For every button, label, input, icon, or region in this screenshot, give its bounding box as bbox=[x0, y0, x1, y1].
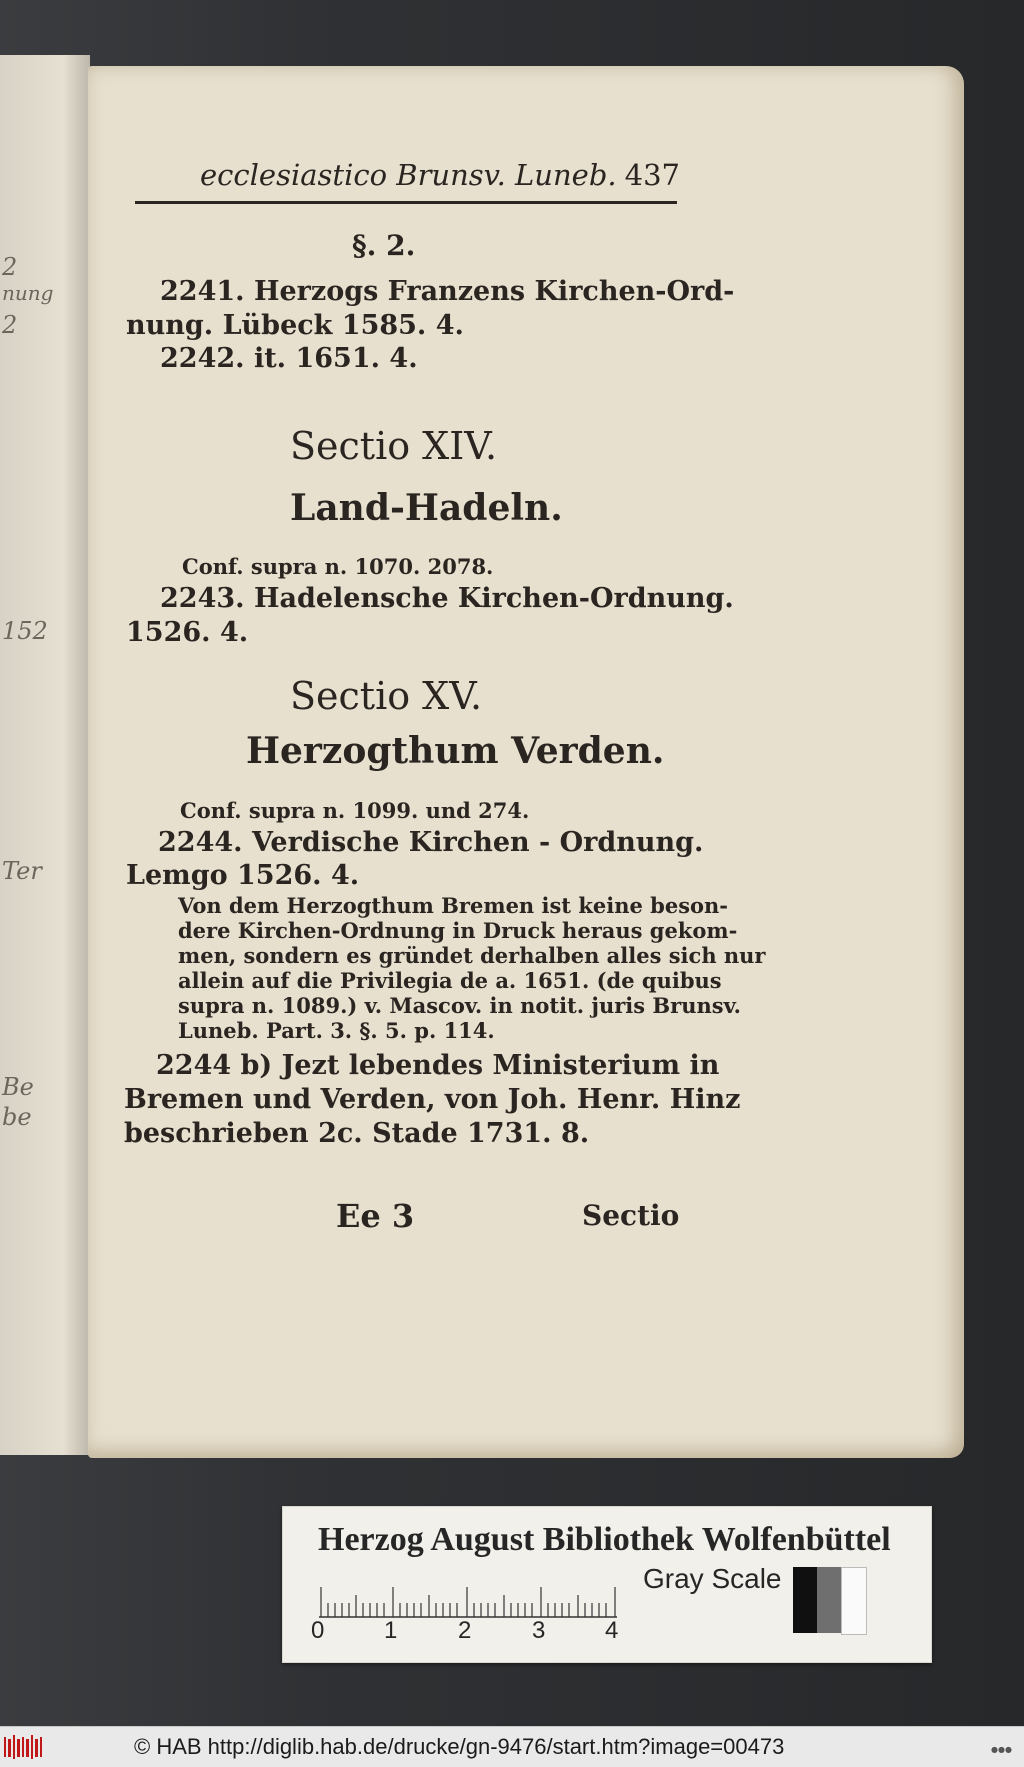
ruler-label: 1 bbox=[384, 1617, 398, 1644]
facing-page-fragment: 2 bbox=[2, 311, 18, 339]
cross-reference: Conf. supra n. 1099. und 274. bbox=[180, 798, 530, 823]
ruler-label: 4 bbox=[605, 1617, 619, 1644]
facing-page-fragment: Ter bbox=[2, 857, 42, 885]
ruler-label: 3 bbox=[532, 1617, 546, 1644]
facing-page-fragment: nung bbox=[2, 281, 54, 305]
section-subheading: Land-Hadeln. bbox=[290, 487, 563, 529]
running-header-title: ecclesiastico Brunsv. Luneb. bbox=[200, 158, 617, 192]
facing-page-fragment: be bbox=[2, 1103, 32, 1131]
header-rule bbox=[135, 201, 677, 204]
color-calibration-card bbox=[282, 1506, 932, 1663]
facing-page-fragment: Be bbox=[2, 1073, 34, 1101]
facing-page-fragment: 2 bbox=[2, 253, 18, 281]
ruler-label: 2 bbox=[458, 1617, 472, 1644]
note-paragraph bbox=[178, 893, 766, 1043]
facing-page-edge bbox=[0, 55, 90, 1455]
entry-line: 2241. Herzogs Franzens Kirchen-Ord- bbox=[160, 276, 735, 307]
entry-line: Bremen und Verden, von Joh. Henr. Hinz bbox=[124, 1084, 741, 1115]
gray-swatch-mid bbox=[817, 1567, 841, 1633]
gray-swatch-black bbox=[793, 1567, 817, 1633]
section-subheading: Herzogthum Verden. bbox=[246, 730, 665, 772]
facing-page-fragment: 152 bbox=[2, 617, 48, 645]
cross-reference: Conf. supra n. 1070. 2078. bbox=[182, 554, 494, 579]
entry-line: nung. Lübeck 1585. 4. bbox=[126, 310, 464, 341]
note-line: Luneb. Part. 3. §. 5. p. 114. bbox=[178, 1018, 495, 1043]
status-bar bbox=[0, 1726, 1024, 1767]
entry-line: 2243. Hadelensche Kirchen-Ordnung. bbox=[160, 583, 734, 614]
gray-scale-label: Gray Scale bbox=[643, 1563, 782, 1594]
entry-line: 1526. 4. bbox=[126, 617, 249, 648]
entry-line: Lemgo 1526. 4. bbox=[126, 860, 360, 891]
note-line: supra n. 1089.) v. Mascov. in notit. juris Brunsv. bbox=[178, 993, 741, 1018]
copyright-url: © HAB http://diglib.hab.de/drucke/gn-9476/start.htm?image=00473 bbox=[134, 1734, 785, 1759]
catchword: Sectio bbox=[582, 1199, 680, 1232]
gray-swatch-white bbox=[841, 1567, 867, 1635]
note-line: men, sondern es gründet derhalben alles sich nur bbox=[178, 943, 766, 968]
section-heading: Sectio XV. bbox=[290, 674, 483, 718]
library-name: Herzog August Bibliothek Wolfenbüttel bbox=[318, 1521, 891, 1558]
page-number: 437 bbox=[624, 158, 680, 192]
barcode-icon bbox=[4, 1735, 44, 1759]
ruler-label: 0 bbox=[311, 1617, 325, 1644]
dots-icon: ●●● bbox=[991, 1745, 1012, 1754]
note-line: allein auf die Privilegia de a. 1651. (de quibus bbox=[178, 968, 722, 993]
entry-line: 2244. Verdische Kirchen - Ordnung. bbox=[158, 827, 704, 858]
entry-line: 2244 b) Jezt lebendes Ministerium in bbox=[156, 1050, 720, 1081]
note-line: dere Kirchen-Ordnung in Druck heraus gekom- bbox=[178, 918, 738, 943]
signature-mark: Ee 3 bbox=[336, 1197, 415, 1235]
section-mark: §. 2. bbox=[352, 229, 416, 262]
running-header bbox=[200, 152, 680, 196]
note-line: Von dem Herzogthum Bremen ist keine beson- bbox=[178, 893, 729, 918]
entry-line: 2242. it. 1651. 4. bbox=[160, 343, 418, 374]
section-heading: Sectio XIV. bbox=[290, 424, 498, 468]
entry-line: beschrieben 2c. Stade 1731. 8. bbox=[124, 1118, 590, 1149]
